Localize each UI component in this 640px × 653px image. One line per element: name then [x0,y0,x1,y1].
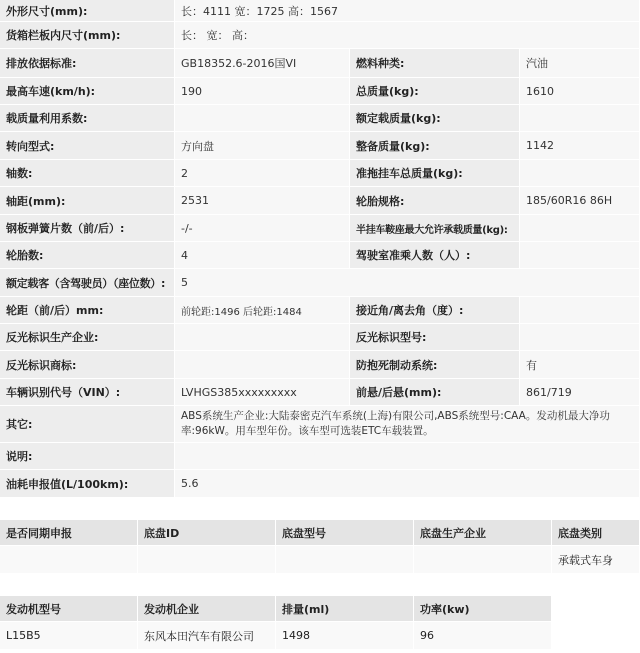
chassis-data-row [0,546,640,574]
spec-value [520,215,640,242]
spec-value: LVHGS385xxxxxxxxx [175,379,350,406]
spec-label: 轮胎规格: [350,187,520,215]
spec-label: 载质量利用系数: [0,105,175,132]
spec-label: 油耗申报值(L/100km): [0,470,175,498]
spec-value: 1610 [520,78,640,105]
spec-label: 额定载质量(kg): [350,105,520,132]
engine-cell: 96 [414,622,552,650]
spec-label: 轴距(mm): [0,187,175,215]
engine-table [0,596,640,650]
spec-label: 反光标识商标: [0,351,175,379]
engine-header-row [0,596,640,622]
spec-row-seats [0,269,640,297]
spec-value: 5 [175,269,640,297]
spec-label: 最高车速(km/h): [0,78,175,105]
spec-value: 861/719 [520,379,640,406]
chassis-cell: 承载式车身 [552,546,640,574]
chassis-cell [138,546,276,574]
spec-value: 1142 [520,132,640,160]
spec-value [175,443,640,470]
spec-row-reflector-brand [0,351,640,379]
spec-value [520,324,640,351]
spec-value [520,105,640,132]
spec-value [520,297,640,324]
spec-row-tires [0,242,640,269]
spec-value [175,105,350,132]
spec-value: 方向盘 [175,132,350,160]
chassis-cell [414,546,552,574]
spec-row-emission [0,49,640,78]
spec-label: 排放依据标准: [0,49,175,78]
spec-value [175,351,350,379]
chassis-header: 底盘型号 [276,520,414,546]
spec-label: 其它: [0,406,175,443]
engine-data-row [0,622,640,650]
spec-label: 钢板弹簧片数（前/后）: [0,215,175,242]
engine-header: 排量(ml) [276,596,414,622]
spec-value: 前轮距:1496 后轮距:1484 [175,297,350,324]
spec-value [520,160,640,187]
spec-value: 长： 宽： 高： [175,22,640,49]
spec-label: 反光标识型号: [350,324,520,351]
spec-row-note [0,443,640,470]
spec-label: 轴数: [0,160,175,187]
spec-label: 货箱栏板内尺寸(mm): [0,22,175,49]
spec-label: 额定载客（含驾驶员）（座位数）: [0,269,175,297]
spec-label: 说明: [0,443,175,470]
spec-row-leaf-springs [0,215,640,242]
spec-label: 接近角/离去角（度）: [350,297,520,324]
engine-header: 功率(kw) [414,596,552,622]
engine-header: 发动机企业 [138,596,276,622]
chassis-header: 底盘ID [138,520,276,546]
spec-row-max-speed [0,78,640,105]
spec-label: 整备质量(kg): [350,132,520,160]
spec-value: 185/60R16 86H [520,187,640,215]
chassis-cell [276,546,414,574]
chassis-cell [0,546,138,574]
spec-label: 轮胎数: [0,242,175,269]
spec-value: 有 [520,351,640,379]
spec-value: 190 [175,78,350,105]
spec-value: 2531 [175,187,350,215]
spec-value: 4 [175,242,350,269]
engine-header: 发动机型号 [0,596,138,622]
spec-row-wheelbase [0,187,640,215]
spec-label: 反光标识生产企业: [0,324,175,351]
spec-row-steering [0,132,640,160]
spec-value: 5.6 [175,470,640,498]
spec-label: 外形尺寸(mm): [0,0,175,22]
spec-row-load-factor [0,105,640,132]
engine-cell: 东风本田汽车有限公司 [138,622,276,650]
engine-cell [552,622,640,650]
engine-cell: 1498 [276,622,414,650]
spec-row-cargo-dim [0,22,640,49]
spec-label: 防抱死制动系统: [350,351,520,379]
spec-value: GB18352.6-2016国VI [175,49,350,78]
spec-value: 长：4111 宽：1725 高：1567 [175,0,640,22]
spec-value: ABS系统生产企业:大陆泰密克汽车系统(上海)有限公司,ABS系统型号:CAA。发动机最大净功率:96kW。用车型年份。该车型可选装ETC车载装置。 [175,406,640,443]
spec-row-fuel [0,470,640,498]
spec-label: 燃料种类: [350,49,520,78]
spec-label: 车辆识别代号（VIN）: [0,379,175,406]
spec-row-outer-dim [0,0,640,22]
chassis-header: 底盘生产企业 [414,520,552,546]
spec-label: 轮距（前/后）mm: [0,297,175,324]
spec-row-vin [0,379,640,406]
spec-label: 半挂车鞍座最大允许承载质量(kg): [350,215,520,242]
engine-cell: L15B5 [0,622,138,650]
spec-value: -/- [175,215,350,242]
spec-label: 转向型式: [0,132,175,160]
spec-label: 驾驶室准乘人数（人）: [350,242,520,269]
spec-value [175,324,350,351]
spec-row-axles [0,160,640,187]
spec-label: 总质量(kg): [350,78,520,105]
chassis-header: 是否同期申报 [0,520,138,546]
spec-row-reflector-maker [0,324,640,351]
spec-row-other [0,406,640,443]
spec-value: 2 [175,160,350,187]
chassis-table [0,520,640,574]
spec-value: 汽油 [520,49,640,78]
engine-header [552,596,640,622]
spec-row-track [0,297,640,324]
chassis-header: 底盘类别 [552,520,640,546]
spec-label: 前悬/后悬(mm): [350,379,520,406]
chassis-header-row [0,520,640,546]
spec-value [520,242,640,269]
spec-label: 准拖挂车总质量(kg): [350,160,520,187]
